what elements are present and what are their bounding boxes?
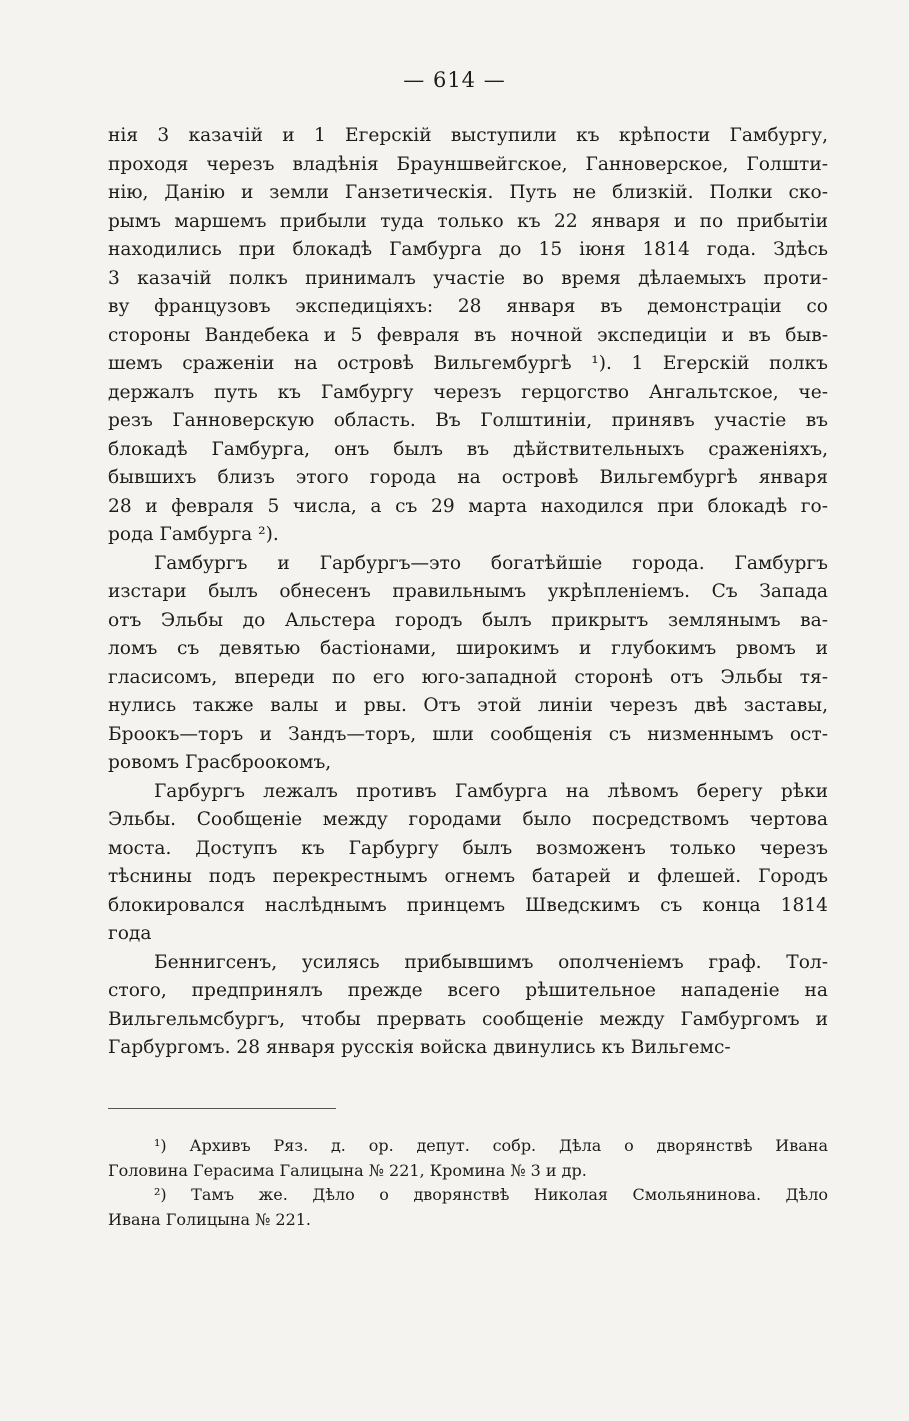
text-line: Эльбы. Сообщеніе между городами было посредствомъ чертова xyxy=(108,809,828,830)
footnote-separator xyxy=(108,1108,336,1109)
text-line: стороны Вандебека и 5 февраля въ ночной экспедиціи и въ быв- xyxy=(108,324,828,346)
text-line: ровомъ Грасброокомъ, xyxy=(108,752,332,773)
text-line: шемъ сраженіи на островѣ Вильгембургѣ ¹). 1 Егерскій полкъ xyxy=(108,353,828,374)
footnotes xyxy=(108,1134,828,1232)
text-line: блокировался наслѣднымъ принцемъ Шведскимъ съ конца 1814 xyxy=(108,894,828,916)
page-number: — 614 — xyxy=(403,68,506,92)
text-line: Гарбургомъ. 28 января русскія войска двинулись къ Вильгемс- xyxy=(108,1037,731,1058)
text-line: Броокъ—торъ и Зандъ—торъ, шли сообщенія съ низменнымъ ост- xyxy=(108,723,828,745)
footnote-line: Головина Герасима Галицына № 221, Кромина № 3 и др. xyxy=(108,1160,587,1180)
text-line: изстари былъ обнесенъ правильнымъ укрѣпленіемъ. Съ Запада xyxy=(108,581,828,602)
text-line: ломъ съ девятью бастіонами, широкимъ и глубокимъ рвомъ и xyxy=(108,638,828,659)
footnote-line: ¹) Архивъ Ряз. д. ор. депут. собр. Дѣла о дворянствѣ Ивана xyxy=(154,1136,828,1155)
text-line: держалъ путь къ Гамбургу черезъ герцогство Ангальтское, че- xyxy=(108,381,828,403)
footnote xyxy=(108,1183,828,1232)
text-line: резъ Ганноверскую область. Въ Голштиніи, принявъ участіе въ xyxy=(108,410,828,431)
text-line: нія 3 казачій и 1 Егерскій выступили къ крѣпости Гамбургу, xyxy=(108,125,828,146)
text-line: стого, предпринялъ прежде всего рѣшительное нападеніе на xyxy=(108,980,828,1001)
text-line: года xyxy=(108,923,152,944)
text-line: моста. Доступъ къ Гарбургу былъ возможенъ только черезъ xyxy=(108,837,828,859)
text-line: Вильгельмсбургъ, чтобы прервать сообщеніе между Гамбургомъ и xyxy=(108,1008,828,1030)
text-line: Гарбургъ лежалъ противъ Гамбурга на лѣвомъ берегу рѣки xyxy=(154,780,828,802)
footnote xyxy=(108,1134,828,1183)
body-text xyxy=(108,122,828,1063)
text-line: бывшихъ близъ этого города на островѣ Вильгембургѣ января xyxy=(108,467,828,488)
text-line: блокадѣ Гамбурга, онъ былъ въ дѣйствительныхъ сраженіяхъ, xyxy=(108,438,828,460)
text-line: 28 и февраля 5 числа, а съ 29 марта находился при блокадѣ го- xyxy=(108,495,828,517)
paragraph xyxy=(108,778,828,949)
text-line: находились при блокадѣ Гамбурга до 15 іюня 1814 года. Здѣсь xyxy=(108,239,828,260)
text-line: рода Гамбурга ²). xyxy=(108,524,279,545)
paragraph xyxy=(108,122,828,550)
text-line: рымъ маршемъ прибыли туда только къ 22 января и по прибытіи xyxy=(108,210,828,232)
text-line: ву французовъ экспедиціяхъ: 28 января въ демонстраціи со xyxy=(108,296,828,317)
text-line: нію, Данію и земли Ганзетическія. Путь не близкій. Полки ско- xyxy=(108,182,828,203)
text-line: нулись также валы и рвы. Отъ этой линіи черезъ двѣ заставы, xyxy=(108,695,828,716)
text-line: Беннигсенъ, усилясь прибывшимъ ополченіемъ граф. Тол- xyxy=(154,951,828,973)
text-line: Гамбургъ и Гарбургъ—это богатѣйшіе города. Гамбургъ xyxy=(154,552,828,574)
text-line: проходя черезъ владѣнія Брауншвейгское, Ганноверское, Голшти- xyxy=(108,153,828,175)
paragraph xyxy=(108,550,828,778)
text-line: гласисомъ, впереди по его юго-западной сторонѣ отъ Эльбы тя- xyxy=(108,666,828,688)
footnote-line: ²) Тамъ же. Дѣло о дворянствѣ Николая Смольянинова. Дѣло xyxy=(154,1185,828,1204)
paragraph xyxy=(108,949,828,1063)
text-line: отъ Эльбы до Альстера городъ былъ прикрытъ землянымъ ва- xyxy=(108,609,828,631)
text-line: тѣснины подъ перекрестнымъ огнемъ батарей и флешей. Городъ xyxy=(108,866,828,887)
text-line: 3 казачій полкъ принималъ участіе во время дѣлаемыхъ проти- xyxy=(108,267,828,289)
footnote-line: Ивана Голицына № 221. xyxy=(108,1209,312,1229)
